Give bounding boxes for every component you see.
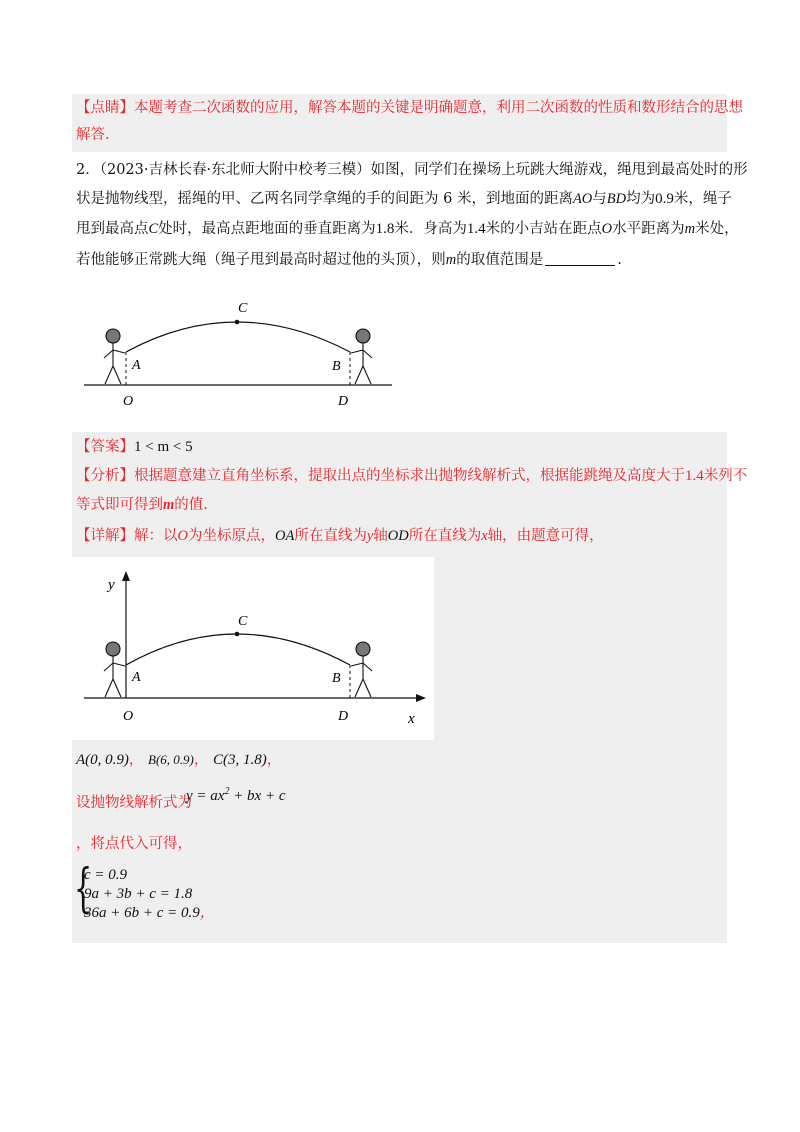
xiangjie-text: 轴，由题意可得， xyxy=(487,528,604,544)
separator: ， xyxy=(193,752,209,768)
dianjing-text-1: 本题考查二次函数的应用，解答本题的关键是明确题意，利用二次函数的性质和数形结合的思想 xyxy=(134,100,743,116)
problem-text: 若他能够正常跳大绳（绳子甩到最高时超过他的头顶），则 xyxy=(76,252,446,268)
var-m: m xyxy=(163,497,175,513)
value-1.4: 1.4 xyxy=(685,468,704,484)
point-B: B(6, 0.9) xyxy=(148,752,194,767)
problem-text: 甩到最高点 xyxy=(76,221,149,237)
label-D: D xyxy=(338,394,349,409)
formula-right: + bx + c xyxy=(229,788,286,804)
fenxi-line-1 xyxy=(76,465,747,487)
label-A: A xyxy=(132,358,141,373)
fenxi-line-2 xyxy=(76,494,208,516)
var-y: y xyxy=(366,528,374,544)
problem-line-2 xyxy=(76,188,732,210)
label-A: A xyxy=(132,670,141,685)
problem-text: 米处， xyxy=(695,221,739,237)
equation-2: 9a + 3b + c = 1.8 xyxy=(84,886,193,902)
label-O: O xyxy=(123,709,134,724)
dianjing-text-2: 解答. xyxy=(76,127,110,143)
dianjing-tag: 【点睛】 xyxy=(76,100,134,116)
label-C: C xyxy=(238,614,248,629)
xiangjie-text: 所在直线为 xyxy=(408,528,482,544)
figure-2 xyxy=(80,565,430,735)
person-right xyxy=(351,642,372,697)
setup-text xyxy=(76,792,192,814)
person-left xyxy=(104,329,125,384)
substitute-text: ，将点代入可得， xyxy=(76,836,192,852)
xiangjie-text: 轴 xyxy=(373,528,388,544)
rope-parabola xyxy=(126,322,350,352)
problem-number: 2． xyxy=(76,162,100,178)
var-AO: AO xyxy=(572,191,593,207)
problem-text: 米．身高为 xyxy=(394,221,467,237)
dianjing-line-2 xyxy=(76,124,110,146)
answer-blank xyxy=(545,251,615,266)
xiangjie-tag: 【详解】 xyxy=(76,528,134,544)
problem-text: 米的小吉站在距点 xyxy=(485,221,602,237)
var-BD: BD xyxy=(606,191,627,207)
problem-text: 处时，最高点距地面的垂直距离为 xyxy=(158,221,376,237)
label-C: C xyxy=(238,301,248,316)
problem-source: （2023·吉林长春·东北师大附中校考三模） xyxy=(99,162,371,178)
xiangjie-text: 为坐标原点， xyxy=(187,528,275,544)
var-O: O xyxy=(177,528,188,544)
label-y: y xyxy=(108,577,115,593)
point-C: C(3, 1.8) xyxy=(212,752,267,768)
var-C: C xyxy=(148,221,159,237)
problem-text: 与 xyxy=(592,191,607,207)
xiangjie-line xyxy=(76,525,604,547)
label-D: D xyxy=(338,709,349,724)
figure-1 xyxy=(80,296,400,416)
fenxi-text: 等式即可得到 xyxy=(76,497,163,513)
fenxi-text: 米列不 xyxy=(703,468,748,484)
problem-line-1 xyxy=(76,159,748,181)
fenxi-text: 的值. xyxy=(174,497,208,513)
problem-text: 均为 xyxy=(626,191,656,207)
setup-label: 设抛物线解析式为 xyxy=(76,795,192,811)
y-axis-arrow xyxy=(122,571,130,581)
label-B: B xyxy=(332,671,341,686)
var-OD: OD xyxy=(387,528,409,544)
answer-line xyxy=(76,436,193,458)
value-0.9: 0.9 xyxy=(655,191,674,207)
problem-text: 水平距离为 xyxy=(612,221,685,237)
label-x: x xyxy=(408,711,415,727)
problem-line-4 xyxy=(76,249,622,271)
var-m: m xyxy=(445,252,457,268)
points-line xyxy=(76,749,281,771)
formula-left: y = ax xyxy=(186,788,225,804)
xiangjie-text: 解：以 xyxy=(134,528,178,544)
answer-expr: 1 < m < 5 xyxy=(134,439,193,455)
substitute-line xyxy=(76,833,192,855)
problem-text: 的取值范围是 xyxy=(456,252,544,268)
separator: ， xyxy=(266,752,282,768)
equation-3: 36a + 6b + c = 0.9 xyxy=(84,905,200,921)
dianjing-line-1 xyxy=(76,97,743,119)
answer-tag: 【答案】 xyxy=(76,439,134,455)
equation-1: c = 0.9 xyxy=(84,867,128,883)
label-B: B xyxy=(332,359,341,374)
xiangjie-text: 所在直线为 xyxy=(294,528,367,544)
value-1.8: 1.8 xyxy=(375,221,395,237)
point-c xyxy=(235,320,240,325)
var-x: x xyxy=(481,528,488,544)
system-eq-3 xyxy=(84,902,215,924)
separator: ， xyxy=(199,905,215,921)
problem-line-3 xyxy=(76,218,739,240)
var-O: O xyxy=(601,221,613,237)
person-left xyxy=(104,642,125,697)
system-brace: { xyxy=(74,859,93,919)
point-A: A(0, 0.9) xyxy=(76,752,129,768)
value-1.4: 1.4 xyxy=(466,221,486,237)
var-m: m xyxy=(684,221,696,237)
formula-exponent: 2 xyxy=(224,786,230,797)
rope-parabola xyxy=(126,634,350,665)
problem-text: 如图，同学们在操场上玩跳大绳游戏，绳甩到最高处时的形 xyxy=(370,162,748,178)
setup-formula xyxy=(186,781,286,807)
person-right xyxy=(351,329,372,384)
fenxi-text: 根据题意建立直角坐标系，提取出点的坐标求出抛物线解析式，根据能跳绳及高度大于 xyxy=(134,468,685,484)
x-axis-arrow xyxy=(416,694,426,702)
label-O: O xyxy=(123,394,134,409)
problem-text: 米，绳子 xyxy=(673,191,732,207)
point-c xyxy=(235,632,240,637)
problem-text: 状是抛物线型，摇绳的甲、乙两名同学拿绳的手的间距为 6 米，到地面的距离 xyxy=(76,191,573,207)
var-OA: OA xyxy=(274,528,295,544)
problem-text: . xyxy=(617,252,622,268)
separator: ， xyxy=(128,752,144,768)
fenxi-tag: 【分析】 xyxy=(76,468,134,484)
